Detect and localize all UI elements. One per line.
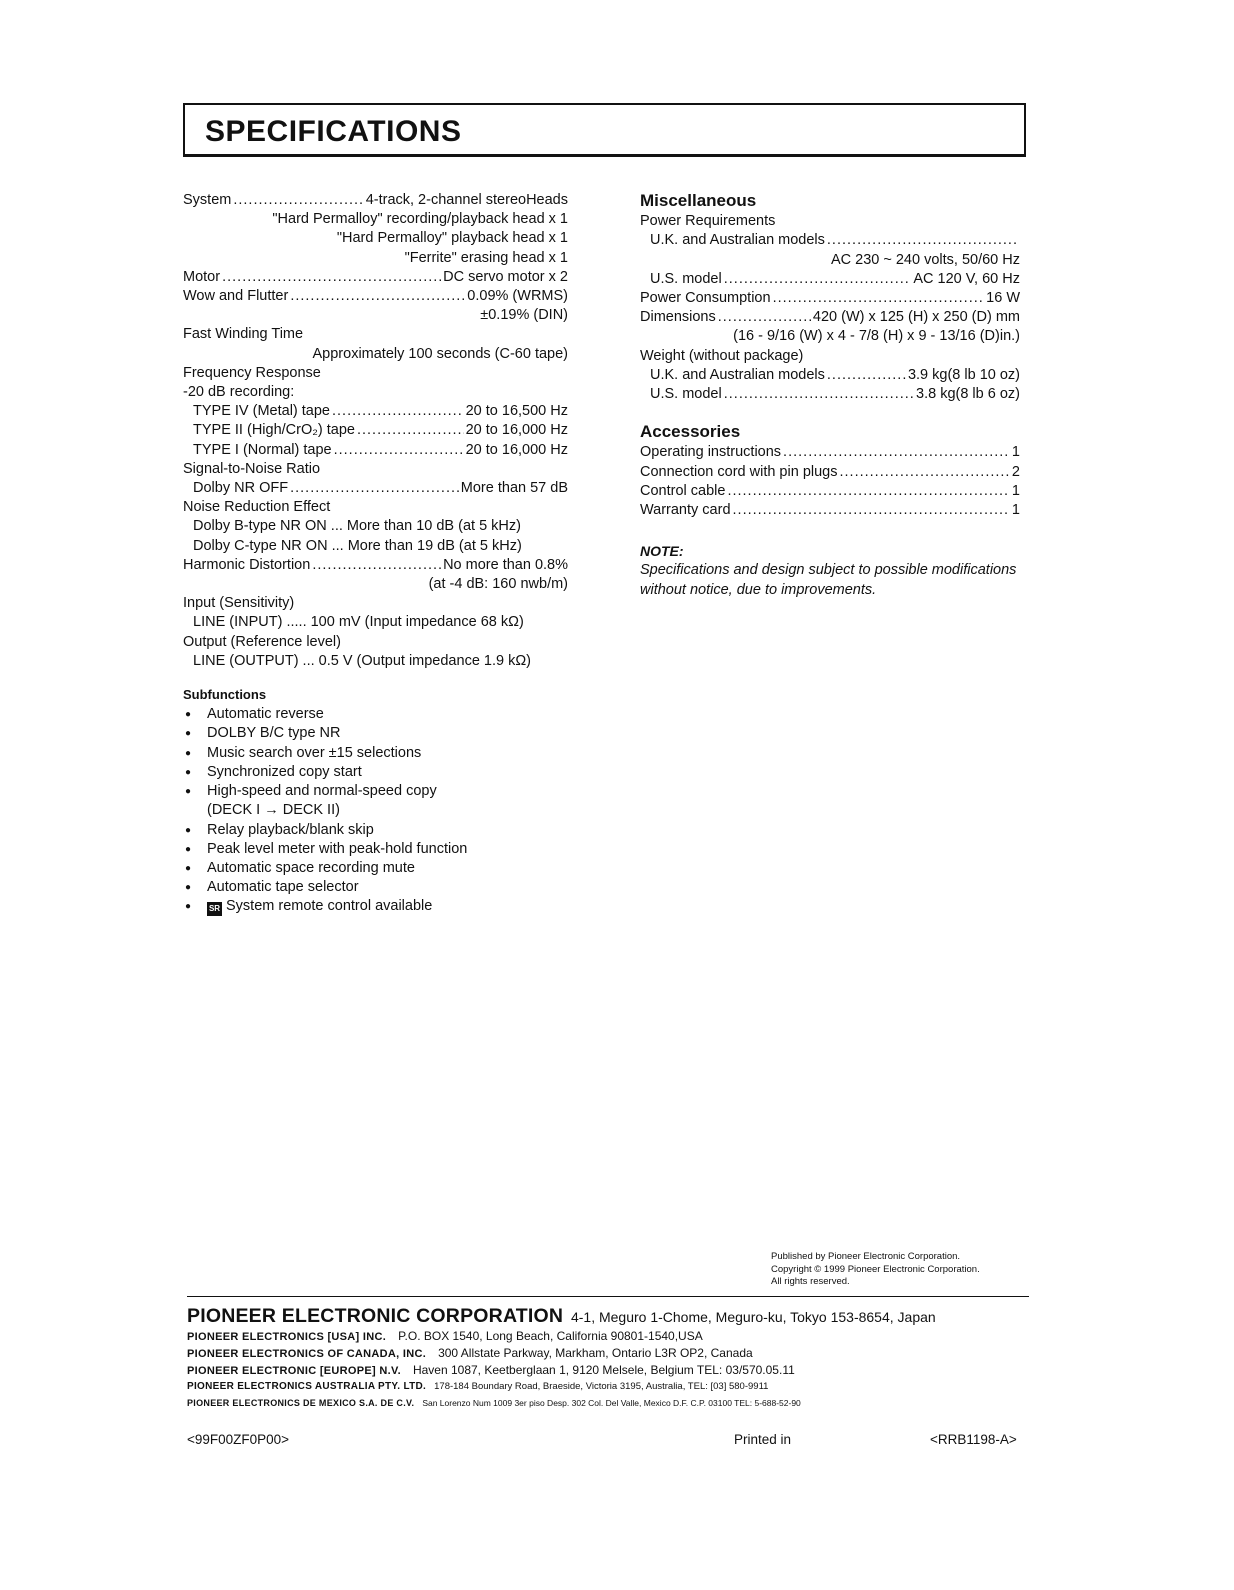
corp-line-usa: PIONEER ELECTRONICS [USA] INC. P.O. BOX 1540, Long Beach, California 90801-1540,USA [187, 1329, 703, 1343]
publisher-block: Published by Pioneer Electronic Corporation. Copyright © 1999 Pioneer Electronic Corporation. All rights reserved. [771, 1251, 980, 1287]
list-item: ● Synchronized copy start [183, 763, 568, 782]
copy-sub-note: (DECK I → DECK II) [207, 802, 340, 819]
divider [187, 1296, 1029, 1297]
spec-noise-b: Dolby B-type NR ON ... More than 10 dB (at 5 kHz) [193, 518, 521, 535]
list-item: ● Peak level meter with peak-hold function [183, 840, 568, 859]
uk-power-value: AC 230 ~ 240 volts, 50/60 Hz [830, 251, 1020, 268]
power-req-label: Power Requirements [640, 213, 776, 230]
accessory-row: Warranty card ..... 1 [640, 501, 1020, 520]
spec-tape-i: TYPE I (Normal) tape ..... 20 to 16,000 Hz [183, 441, 568, 460]
dimensions-row: Dimensions ..... 420 (W) x 125 (H) x 250 (D) mm [640, 308, 1020, 327]
us-model-row: U.S. model ..... AC 120 V, 60 Hz [640, 270, 1020, 289]
spec-freq-label: Frequency Response [183, 364, 321, 381]
specs-left-column [183, 191, 568, 917]
uk-models-row: U.K. and Australian models ..... [640, 231, 1020, 250]
spec-head-2: "Hard Permalloy" playback head x 1 [336, 230, 568, 247]
list-item: ● Automatic reverse [183, 705, 568, 724]
spec-output-line: LINE (OUTPUT) ... 0.5 V (Output impedance 1.9 kΩ) [193, 652, 532, 669]
list-item: ● Music search over ±15 selections [183, 744, 568, 763]
spec-fast-winding-label: Fast Winding Time [183, 326, 304, 343]
spec-tape-ii: TYPE II (High/CrO₂) tape ..... 20 to 16,000 Hz [183, 421, 568, 440]
subfunctions-list [183, 705, 568, 916]
note-text: Specifications and design subject to possible modifications without notice, due to improvements. [640, 562, 1017, 598]
spec-head-3: "Ferrite" erasing head x 1 [404, 249, 568, 266]
corporate-addresses [187, 1305, 1037, 1411]
footer-code-left: <99F00ZF0P00> [187, 1432, 290, 1447]
spec-head-1: "Hard Permalloy" recording/playback head x 1 [272, 211, 568, 228]
accessories-heading: Accessories [640, 422, 741, 442]
spec-wow-din: ±0.19% (DIN) [480, 307, 568, 324]
weight-uk-row: U.K. and Australian models ..... 3.9 kg(8 lb 10 oz) [640, 366, 1020, 385]
spec-input-line: LINE (INPUT) ..... 100 mV (Input impedance 68 kΩ) [193, 614, 524, 631]
accessory-row: Connection cord with pin plugs ..... 2 [640, 463, 1020, 482]
accessory-row: Control cable ..... 1 [640, 482, 1020, 501]
list-item: ● Automatic space recording mute [183, 859, 568, 878]
footer-code-right: <RRB1198-A> [930, 1432, 1017, 1447]
corp-line-australia: PIONEER ELECTRONICS AUSTRALIA PTY. LTD. 178-184 Boundary Road, Braeside, Victoria 3195, Australia, TEL: [03] 580-9911 [187, 1381, 769, 1392]
corp-line-europe: PIONEER ELECTRONIC [EUROPE] N.V. Haven 1087, Keetberglaan 1, 9120 Melsele, Belgium TEL: 03/570.05.11 [187, 1363, 795, 1377]
corp-main-line [187, 1305, 1037, 1328]
page-title: SPECIFICATIONS [205, 115, 462, 148]
spec-tape-iv: TYPE IV (Metal) tape ..... 20 to 16,500 Hz [183, 402, 568, 421]
dimensions-inches: (16 - 9/16 (W) x 4 - 7/8 (H) x 9 - 13/16 (D)in.) [733, 328, 1020, 345]
list-item: ● DOLBY B/C type NR [183, 724, 568, 743]
spec-noise-label: Noise Reduction Effect [183, 499, 331, 516]
corp-line-mexico: PIONEER ELECTRONICS DE MEXICO S.A. DE C.V. San Lorenzo Num 1009 3er piso Desp. 302 Col. Del Valle, Mexico D.F. C.P. 03100 TEL: 5-688-52-90 [187, 1398, 801, 1408]
sr-badge-icon: SR [207, 902, 222, 916]
corp-address: 4-1, Meguro 1-Chome, Meguro-ku, Tokyo 153-8654, Japan [570, 1309, 936, 1325]
list-item: ● Relay playback/blank skip [183, 821, 568, 840]
list-item: ● High-speed and normal-speed copy (DECK I → DECK II) [183, 782, 568, 820]
footer-printed-in: Printed in [734, 1432, 792, 1447]
spec-noise-c: Dolby C-type NR ON ... More than 19 dB (at 5 kHz) [193, 537, 522, 554]
spec-harmonic: Harmonic Distortion ..... No more than 0.8% [183, 556, 568, 575]
weight-label: Weight (without package) [640, 347, 804, 364]
corp-line-canada: PIONEER ELECTRONICS OF CANADA, INC. 300 Allstate Parkway, Markham, Ontario L3R OP2, Canada [187, 1346, 753, 1360]
spec-snr: Dolby NR OFF ..... More than 57 dB [183, 479, 568, 498]
spec-freq-sub: -20 dB recording: [183, 384, 295, 401]
note-heading: NOTE: [640, 543, 684, 560]
subfunctions-heading: Subfunctions [183, 687, 267, 703]
spec-input-label: Input (Sensitivity) [183, 595, 295, 612]
spec-harmonic-note: (at -4 dB: 160 nwb/m) [428, 576, 568, 593]
accessory-row: Operating instructions ..... 1 [640, 443, 1020, 462]
weight-us-row: U.S. model ..... 3.8 kg(8 lb 6 oz) [640, 385, 1020, 404]
spec-snr-label: Signal-to-Noise Ratio [183, 460, 321, 477]
misc-heading: Miscellaneous [640, 191, 757, 210]
list-item: ● Automatic tape selector [183, 878, 568, 897]
spec-system: System ..... 4-track, 2-channel stereoHeads [183, 191, 568, 210]
specs-right-column [640, 191, 1020, 600]
power-consumption-row: Power Consumption ..... 16 W [640, 289, 1020, 308]
spec-wow: Wow and Flutter ..... 0.09% (WRMS) [183, 287, 568, 306]
title-box [183, 103, 1026, 157]
spec-motor: Motor ..... DC servo motor x 2 [183, 268, 568, 287]
spec-output-label: Output (Reference level) [183, 633, 341, 650]
spec-fast-winding-value: Approximately 100 seconds (C-60 tape) [312, 345, 568, 362]
list-item: ● SR System remote control available [183, 897, 568, 916]
corp-name: PIONEER ELECTRONIC CORPORATION [187, 1305, 564, 1327]
